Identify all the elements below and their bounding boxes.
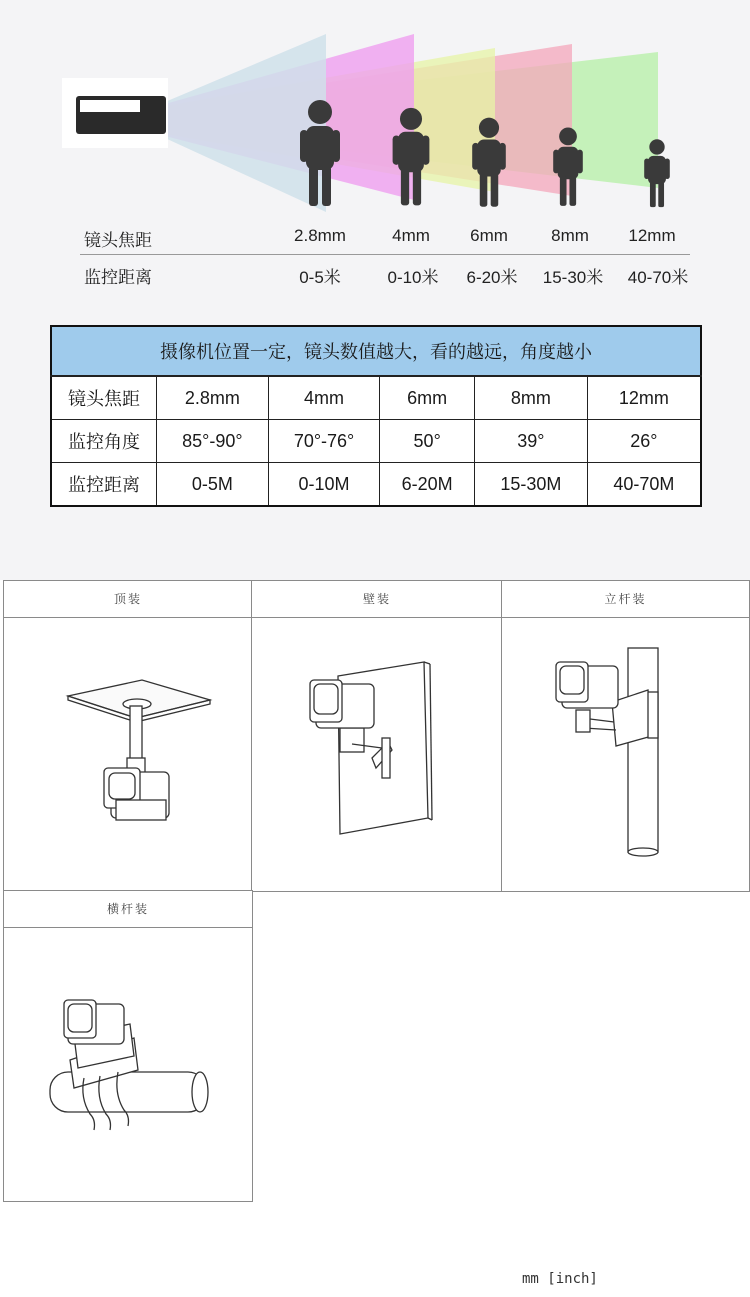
horizontal-pole-mount-panel: [3, 890, 253, 1202]
wall-mount-panel: [251, 580, 503, 892]
table-cell: 12mm: [587, 376, 701, 420]
table-row: [51, 376, 701, 420]
fov-band-2.8mm: [165, 34, 326, 212]
pole-mount-panel: [501, 580, 750, 892]
unit-note: mm [inch]: [522, 1271, 598, 1287]
table-cell: 4mm: [268, 376, 380, 420]
divider: [80, 254, 690, 255]
focal-length-value: 6mm: [470, 226, 508, 245]
wall-mount-drawing: [252, 618, 502, 890]
table-cell: 70°-76°: [268, 420, 380, 463]
ceiling-mount-title: 顶装: [4, 581, 252, 618]
focal-length-value: 2.8mm: [294, 226, 346, 245]
table-cell: 6mm: [380, 376, 475, 420]
horizontal-pole-mount-title: 横杆装: [4, 891, 252, 928]
horizontal-pole-mount-drawing: [4, 928, 252, 1200]
distance-value: 40-70米: [627, 268, 689, 287]
table-row: [51, 420, 701, 463]
spec-table: [50, 325, 702, 507]
pole-mount-title: 立杆装: [502, 581, 749, 618]
ceiling-mount-panel: [3, 580, 253, 892]
distance-value: 0-5米: [299, 268, 341, 287]
fov-panel: [0, 0, 750, 580]
table-caption: 摄像机位置一定，镜头数值越大，看的越远，角度越小: [51, 326, 701, 376]
focal-length-row-label: 镜头焦距: [84, 231, 152, 250]
table-cell: 8mm: [474, 376, 587, 420]
distance-row-label: 监控距离: [84, 268, 152, 287]
table-cell: 6-20M: [380, 463, 475, 507]
table-row-label: 镜头焦距: [51, 376, 157, 420]
table-caption-row: [51, 326, 701, 376]
table-cell: 0-5M: [157, 463, 269, 507]
focal-length-value: 8mm: [551, 226, 589, 245]
table-cell: 15-30M: [474, 463, 587, 507]
distance-value: 0-10米: [387, 268, 439, 287]
distance-value: 6-20米: [466, 268, 518, 287]
table-cell: 2.8mm: [157, 376, 269, 420]
table-row: [51, 463, 701, 507]
table-cell: 39°: [474, 420, 587, 463]
focal-length-value: 4mm: [392, 226, 430, 245]
table-row-label: 监控角度: [51, 420, 157, 463]
table-cell: 0-10M: [268, 463, 380, 507]
fov-diagram: [0, 0, 750, 300]
distance-value: 15-30米: [542, 268, 604, 287]
table-cell: 40-70M: [587, 463, 701, 507]
camera-icon: [62, 78, 168, 148]
table-row-label: 监控距离: [51, 463, 157, 507]
table-cell: 50°: [380, 420, 475, 463]
table-cell: 26°: [587, 420, 701, 463]
wall-mount-title: 壁装: [252, 581, 502, 618]
focal-length-value: 12mm: [628, 226, 676, 245]
pole-mount-drawing: [502, 618, 749, 890]
table-cell: 85°-90°: [157, 420, 269, 463]
ceiling-mount-drawing: [4, 618, 252, 890]
